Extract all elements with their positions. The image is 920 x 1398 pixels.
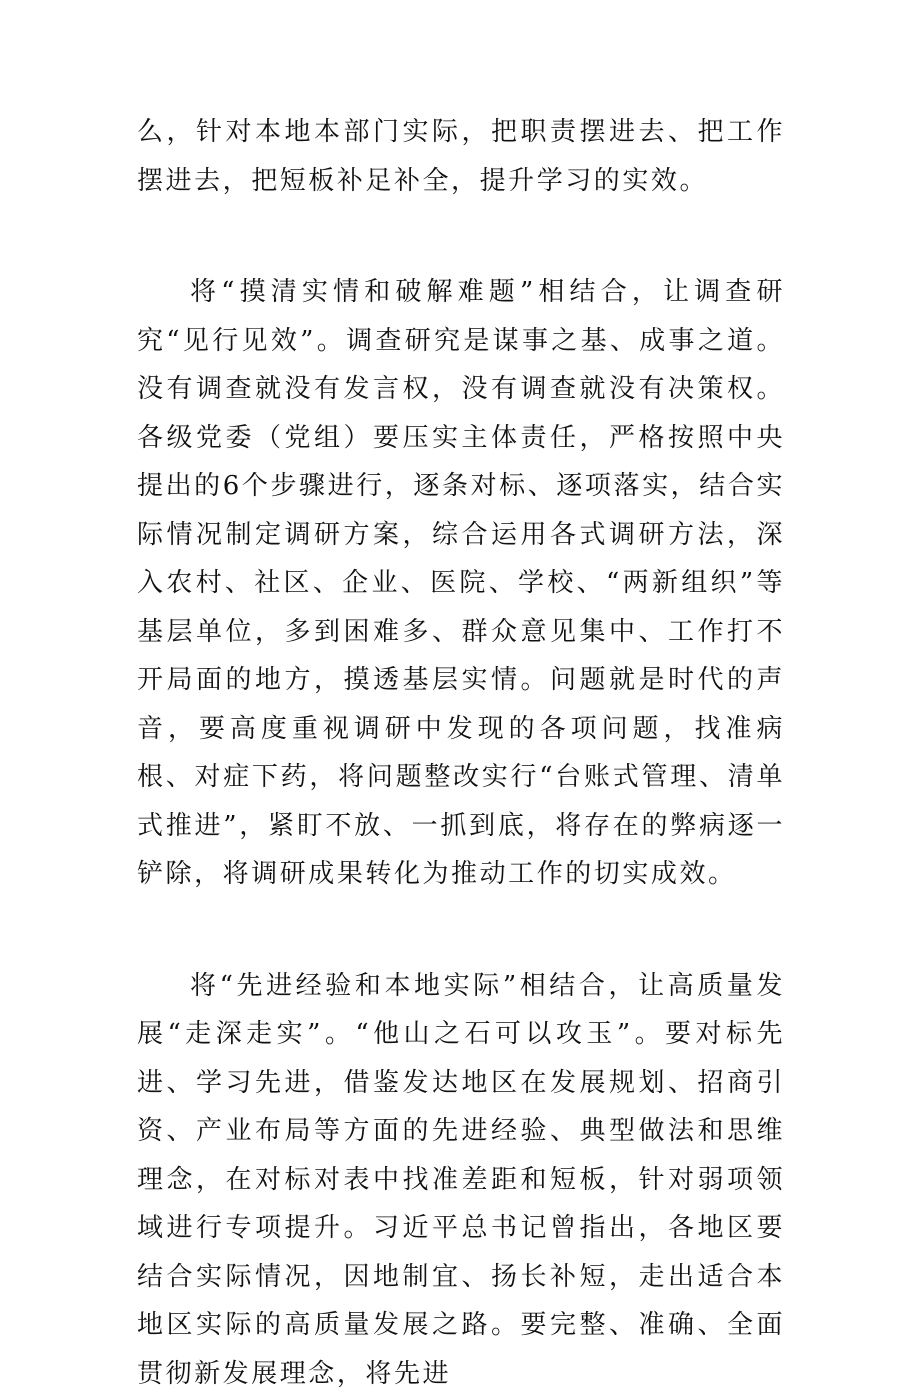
paragraph-continuation: 么，针对本地本部门实际，把职责摆进去、把工作摆进去，把短板补足补全，提升学习的实效。 [137,108,785,205]
paragraph-advanced-experience: 将“先进经验和本地实际”相结合，让高质量发展“走深走实”。“他山之石可以攻玉”。要对标先进、学习先进，借鉴发达地区在发展规划、招商引资、产业布局等方面的先进经验、典型做法和思维理念，在对标对表中找准差距和短板，针对弱项领域进行专项提升。习近平总书记曾指出，各地区要结合实际情况，因地制宜、扬长补短，走出适合本地区实际的高质量发展之路。要完整、准确、全面贯彻新发展理念，将先进 [137,962,785,1398]
paragraph-investigation-research: 将“摸清实情和破解难题”相结合，让调查研究“见行见效”。调查研究是谋事之基、成事之道。没有调查就没有发言权，没有调查就没有决策权。各级党委（党组）要压实主体责任，严格按照中央提出的6个步骤进行，逐条对标、逐项落实，结合实际情况制定调研方案，综合运用各式调研方法，深入农村、社区、企业、医院、学校、“两新组织”等基层单位，多到困难多、群众意见集中、工作打不开局面的地方，摸透基层实情。问题就是时代的声音，要高度重视调研中发现的各项问题，找准病根、对症下药，将问题整改实行“台账式管理、清单式推进”，紧盯不放、一抓到底，将存在的弊病逐一铲除，将调研成果转化为推动工作的切实成效。 [137,268,785,899]
document-body [137,108,785,1398]
